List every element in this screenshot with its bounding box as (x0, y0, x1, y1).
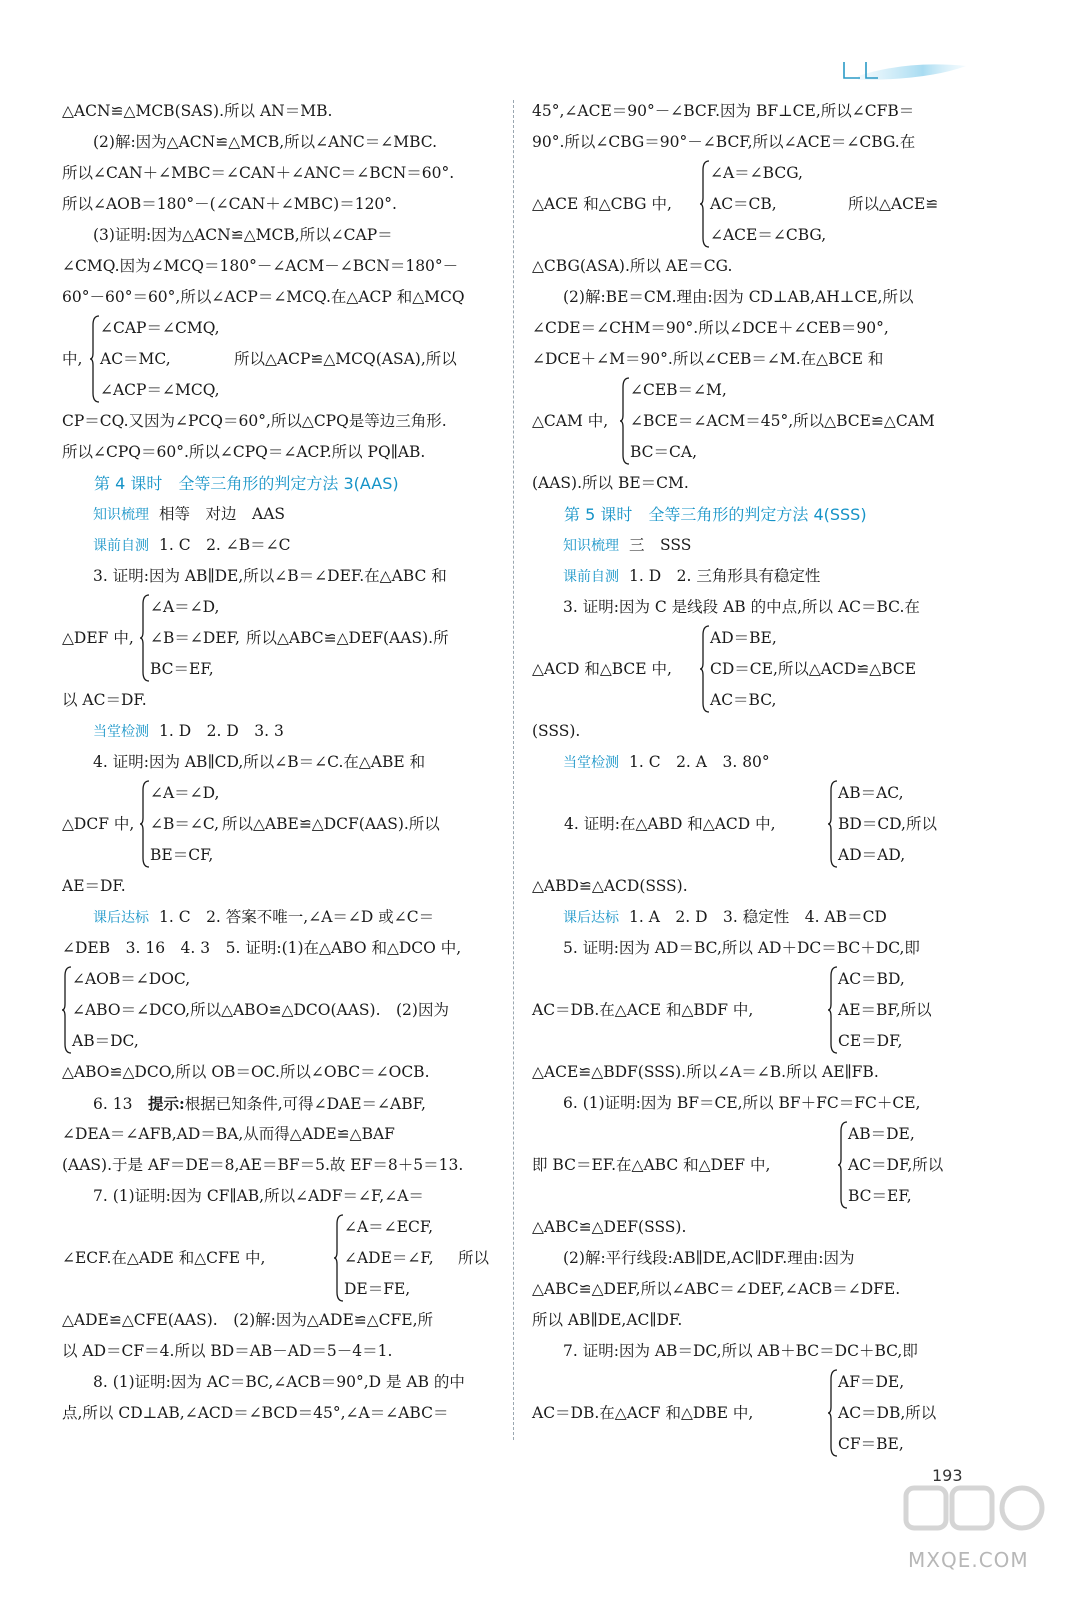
condition-system (532, 375, 968, 468)
text-line: CP＝CQ.又因为∠PCQ＝60°,所以△CPQ是等边三角形. (62, 412, 447, 430)
brace-suffix: 所以△ABC≌△DEF(AAS).所 (246, 629, 449, 647)
text-line: △ACE≌△BDF(SSS).所以∠A＝∠B.所以 AE∥FB. (532, 1063, 879, 1081)
text-line (62, 1088, 498, 1119)
condition: ∠ACP＝∠MCQ, (100, 381, 220, 399)
brace-prefix: △ACE 和△CBG 中, (532, 195, 672, 213)
condition: AC＝DB,所以 (838, 1404, 937, 1422)
condition: ∠B＝∠C, (150, 815, 220, 833)
section-heading (532, 499, 968, 530)
condition-system (532, 1367, 968, 1460)
text-line: (3)证明:因为△ACN≌△MCB,所以∠CAP＝ (93, 226, 393, 244)
section-tag: 知识梳理 (93, 507, 149, 523)
watermark-text: MXQE.COM (908, 1548, 1029, 1572)
section-tag: 当堂检测 (563, 755, 619, 771)
brace-prefix: △DEF 中, (62, 629, 134, 647)
conditions (150, 778, 219, 871)
condition: AC＝DF,所以 (848, 1156, 944, 1174)
condition: ∠AOB＝∠DOC, (72, 970, 191, 988)
condition: AB＝DC, (72, 1032, 139, 1050)
answer-text: 1. D 2. D 3. 3 (159, 722, 284, 740)
condition: ∠BCE＝∠ACM＝45°,所以△BCE≌△CAM (630, 412, 935, 430)
condition: CE＝DF, (838, 1032, 903, 1050)
section-tag: 当堂检测 (93, 724, 149, 740)
condition-system (62, 964, 498, 1057)
text-line: ∠DEA＝∠AFB,AD＝BA,从而得△ADE≌△BAF (62, 1125, 395, 1143)
text-line: △ABO≌△DCO,所以 OB＝OC.所以∠OBC＝∠OCB. (62, 1063, 430, 1081)
conditions (838, 1367, 936, 1460)
conditions (838, 778, 937, 871)
left-brace-icon (700, 625, 710, 713)
answer-text: 6. 13 (93, 1095, 148, 1113)
text-line: 以 AC＝DF. (62, 691, 147, 709)
answer-text: 1. A 2. D 3. 稳定性 4. AB＝CD (629, 908, 887, 926)
brace-suffix: 所以△ACE≌ (848, 195, 939, 213)
section-tag: 知识梳理 (563, 538, 619, 554)
condition: AC＝BC, (710, 691, 777, 709)
text-line: 点,所以 CD⊥AB,∠ACD＝∠BCD＝45°,∠A＝∠ABC＝ (62, 1404, 449, 1422)
section-heading (62, 468, 498, 499)
text-line: 3. 证明:因为 C 是线段 AB 的中点,所以 AC＝BC.在 (563, 598, 920, 616)
condition: ∠A＝∠D, (150, 784, 220, 802)
conditions (72, 964, 449, 1057)
condition: BE＝CF, (150, 846, 214, 864)
condition: ∠B＝∠DEF, (150, 629, 240, 647)
text-line: 以 AD＝CF＝4.所以 BD＝AB－AD＝5－4＝1. (62, 1342, 393, 1360)
conditions (630, 375, 935, 468)
text-line: 90°.所以∠CBG＝90°－∠BCF,所以∠ACE＝∠CBG.在 (532, 133, 916, 151)
text-line: 3. 证明:因为 AB∥DE,所以∠B＝∠DEF.在△ABC 和 (93, 567, 447, 585)
text-line: (2)解:BE＝CM.理由:因为 CD⊥AB,AH⊥CE,所以 (563, 288, 914, 306)
answer-text: 三 SSS (629, 536, 692, 554)
condition-system (62, 778, 498, 871)
answer-text: 相等 对边 AAS (159, 505, 286, 523)
hint-label: 提示: (147, 1094, 185, 1113)
brace-suffix: 所以△ABE≌△DCF(AAS).所以 (222, 815, 440, 833)
text-line: 45°,∠ACE＝90°－∠BCF.因为 BF⊥CE,所以∠CFB＝ (532, 102, 915, 120)
condition-system (62, 313, 498, 406)
text-line: 7. 证明:因为 AB＝DC,所以 AB＋BC＝DC＋BC,即 (563, 1342, 918, 1360)
condition: ∠ACE＝∠CBG, (710, 226, 827, 244)
brace-prefix: 即 BC＝EF.在△ABC 和△DEF 中, (532, 1156, 771, 1174)
brace-suffix: 所以 (458, 1249, 490, 1267)
condition: DE＝FE, (344, 1280, 411, 1298)
condition: ∠A＝∠ECF, (344, 1218, 434, 1236)
condition: AC＝BD, (838, 970, 905, 988)
condition: AD＝BE, (710, 629, 777, 647)
answer-text: 1. C 2. 答案不唯一,∠A＝∠D 或∠C＝ (159, 908, 435, 926)
condition: AC＝MC, (100, 350, 171, 368)
text-line (62, 499, 498, 530)
text-line: △ADE≌△CFE(AAS). (2)解:因为△ADE≌△CFE,所 (62, 1311, 434, 1329)
conditions (100, 313, 220, 406)
conditions (838, 964, 932, 1057)
text-line: ∠DEB 3. 16 4. 3 5. 证明:(1)在△ABO 和△DCO 中, (62, 939, 462, 957)
condition-system (62, 1212, 498, 1305)
condition-system (532, 778, 968, 871)
text-line: 5. 证明:因为 AD＝BC,所以 AD＋DC＝BC＋DC,即 (563, 939, 920, 957)
text-line: ∠DCE＋∠M＝90°.所以∠CEB＝∠M.在△BCE 和 (532, 350, 884, 368)
conditions (150, 592, 240, 685)
condition: BC＝EF, (150, 660, 214, 678)
left-brace-icon (334, 1214, 344, 1302)
condition: AF＝DE, (838, 1373, 905, 1391)
text-line: AE＝DF. (62, 877, 126, 895)
left-brace-icon (620, 377, 630, 465)
text-line (532, 747, 968, 778)
text-line: △ACN≌△MCB(SAS).所以 AN＝MB. (62, 102, 333, 120)
section-tag: 课前自测 (93, 538, 149, 554)
left-brace-icon (62, 966, 72, 1054)
condition: ∠A＝∠D, (150, 598, 220, 616)
brace-prefix: △CAM 中, (532, 412, 609, 430)
text-line: 所以∠CAN＋∠MBC＝∠CAN＋∠ANC＝∠BCN＝60°. (62, 164, 455, 182)
text-line (62, 716, 498, 747)
text-line: 7. (1)证明:因为 CF∥AB,所以∠ADF＝∠F,∠A＝ (93, 1187, 424, 1205)
text-line: 8. (1)证明:因为 AC＝BC,∠ACB＝90°,D 是 AB 的中 (93, 1373, 465, 1391)
text-line: ∠CDE＝∠CHM＝90°.所以∠DCE＋∠CEB＝90°, (532, 319, 889, 337)
condition: AD＝AD, (838, 846, 906, 864)
page-number: 193 (932, 1466, 963, 1485)
answer-text: 1. C 2. A 3. 80° (629, 753, 770, 771)
condition: CF＝BE, (838, 1435, 904, 1453)
conditions (710, 623, 916, 716)
condition: AB＝DE, (848, 1125, 915, 1143)
text-line (532, 530, 968, 561)
condition: BD＝CD,所以 (838, 815, 937, 833)
condition: ∠ABO＝∠DCO,所以△ABO≌△DCO(AAS). (2)因为 (72, 1001, 449, 1019)
brace-prefix: AC＝DB.在△ACE 和△BDF 中, (532, 1001, 754, 1019)
text-line: 60°－60°＝60°,所以∠ACP＝∠MCQ.在△ACP 和△MCQ (62, 288, 465, 306)
section-tag: 课前自测 (563, 569, 619, 585)
left-brace-icon (838, 1121, 848, 1209)
condition: AE＝BF,所以 (838, 1001, 932, 1019)
brace-prefix: 4. 证明:在△ABD 和△ACD 中, (564, 815, 776, 833)
condition-system (532, 1119, 968, 1212)
brace-prefix: △DCF 中, (62, 815, 135, 833)
condition: BC＝EF, (848, 1187, 912, 1205)
condition: CD＝CE,所以△ACD≌△BCE (710, 660, 917, 678)
text-line (532, 561, 968, 592)
text-line: (2)解:因为△ACN≌△MCB,所以∠ANC＝∠MBC. (93, 133, 438, 151)
text-line: 所以∠AOB＝180°－(∠CAN＋∠MBC)＝120°. (62, 195, 397, 213)
left-brace-icon (90, 315, 100, 403)
conditions (710, 158, 826, 251)
text-line (62, 530, 498, 561)
text-line: (2)解:平行线段:AB∥DE,AC∥DF.理由:因为 (563, 1249, 855, 1267)
brace-prefix: 中, (62, 350, 83, 368)
condition: AB＝AC, (838, 784, 904, 802)
text-line: △ABC≌△DEF(SSS). (532, 1218, 687, 1236)
conditions (344, 1212, 434, 1305)
section-tag: 课后达标 (93, 910, 149, 926)
left-brace-icon (828, 966, 838, 1054)
text-line: (AAS).所以 BE＝CM. (532, 474, 689, 492)
condition-system (532, 964, 968, 1057)
condition-system (532, 623, 968, 716)
text-line: 4. 证明:因为 AB∥CD,所以∠B＝∠C.在△ABE 和 (93, 753, 426, 771)
text-line (532, 902, 968, 933)
condition-system (532, 158, 968, 251)
text-line: △ABD≌△ACD(SSS). (532, 877, 688, 895)
left-column (62, 96, 498, 1429)
column-divider (513, 100, 514, 1440)
answer-text: 根据已知条件,可得∠DAE＝∠ABF, (184, 1095, 426, 1113)
condition: BC＝CA, (630, 443, 698, 461)
text-line: △ABC≌△DEF,所以∠ABC＝∠DEF,∠ACB＝∠DFE. (532, 1280, 901, 1298)
text-line: (AAS).于是 AF＝DE＝8,AE＝BF＝5.故 EF＝8＋5＝13. (62, 1156, 464, 1174)
left-brace-icon (828, 1369, 838, 1457)
text-line: 6. (1)证明:因为 BF＝CE,所以 BF＋FC＝FC＋CE, (563, 1094, 921, 1112)
section-tag: 课后达标 (563, 910, 619, 926)
brace-suffix: 所以△ACP≌△MCQ(ASA),所以 (234, 350, 457, 368)
text-line: △CBG(ASA).所以 AE＝CG. (532, 257, 733, 275)
condition: AC＝CB, (710, 195, 777, 213)
condition: ∠CEB＝∠M, (630, 381, 727, 399)
left-brace-icon (700, 160, 710, 248)
condition-system (62, 592, 498, 685)
section-title: 第 5 课时 全等三角形的判定方法 4(SSS) (564, 505, 867, 524)
text-line: (SSS). (532, 722, 581, 740)
text-line: ∠CMQ.因为∠MCQ＝180°－∠ACM－∠BCN＝180°－ (62, 257, 459, 275)
text-line (62, 902, 498, 933)
left-brace-icon (828, 780, 838, 868)
brace-prefix: AC＝DB.在△ACF 和△DBE 中, (532, 1404, 754, 1422)
condition: ∠A＝∠BCG, (710, 164, 803, 182)
answer-text: 1. D 2. 三角形具有稳定性 (629, 567, 821, 585)
brace-prefix: △ACD 和△BCE 中, (532, 660, 672, 678)
condition: ∠ADE＝∠F, (344, 1249, 434, 1267)
section-title: 第 4 课时 全等三角形的判定方法 3(AAS) (94, 474, 399, 493)
left-brace-icon (140, 780, 150, 868)
condition: ∠CAP＝∠CMQ, (100, 319, 220, 337)
text-line: 所以∠CPQ＝60°.所以∠CPQ＝∠ACP.所以 PQ∥AB. (62, 443, 426, 461)
text-line: 所以 AB∥DE,AC∥DF. (532, 1311, 683, 1329)
right-column (532, 96, 968, 1460)
conditions (848, 1119, 943, 1212)
answer-text: 1. C 2. ∠B＝∠C (159, 536, 291, 554)
header-decoration (838, 58, 968, 84)
left-brace-icon (140, 594, 150, 682)
brace-prefix: ∠ECF.在△ADE 和△CFE 中, (62, 1249, 266, 1267)
